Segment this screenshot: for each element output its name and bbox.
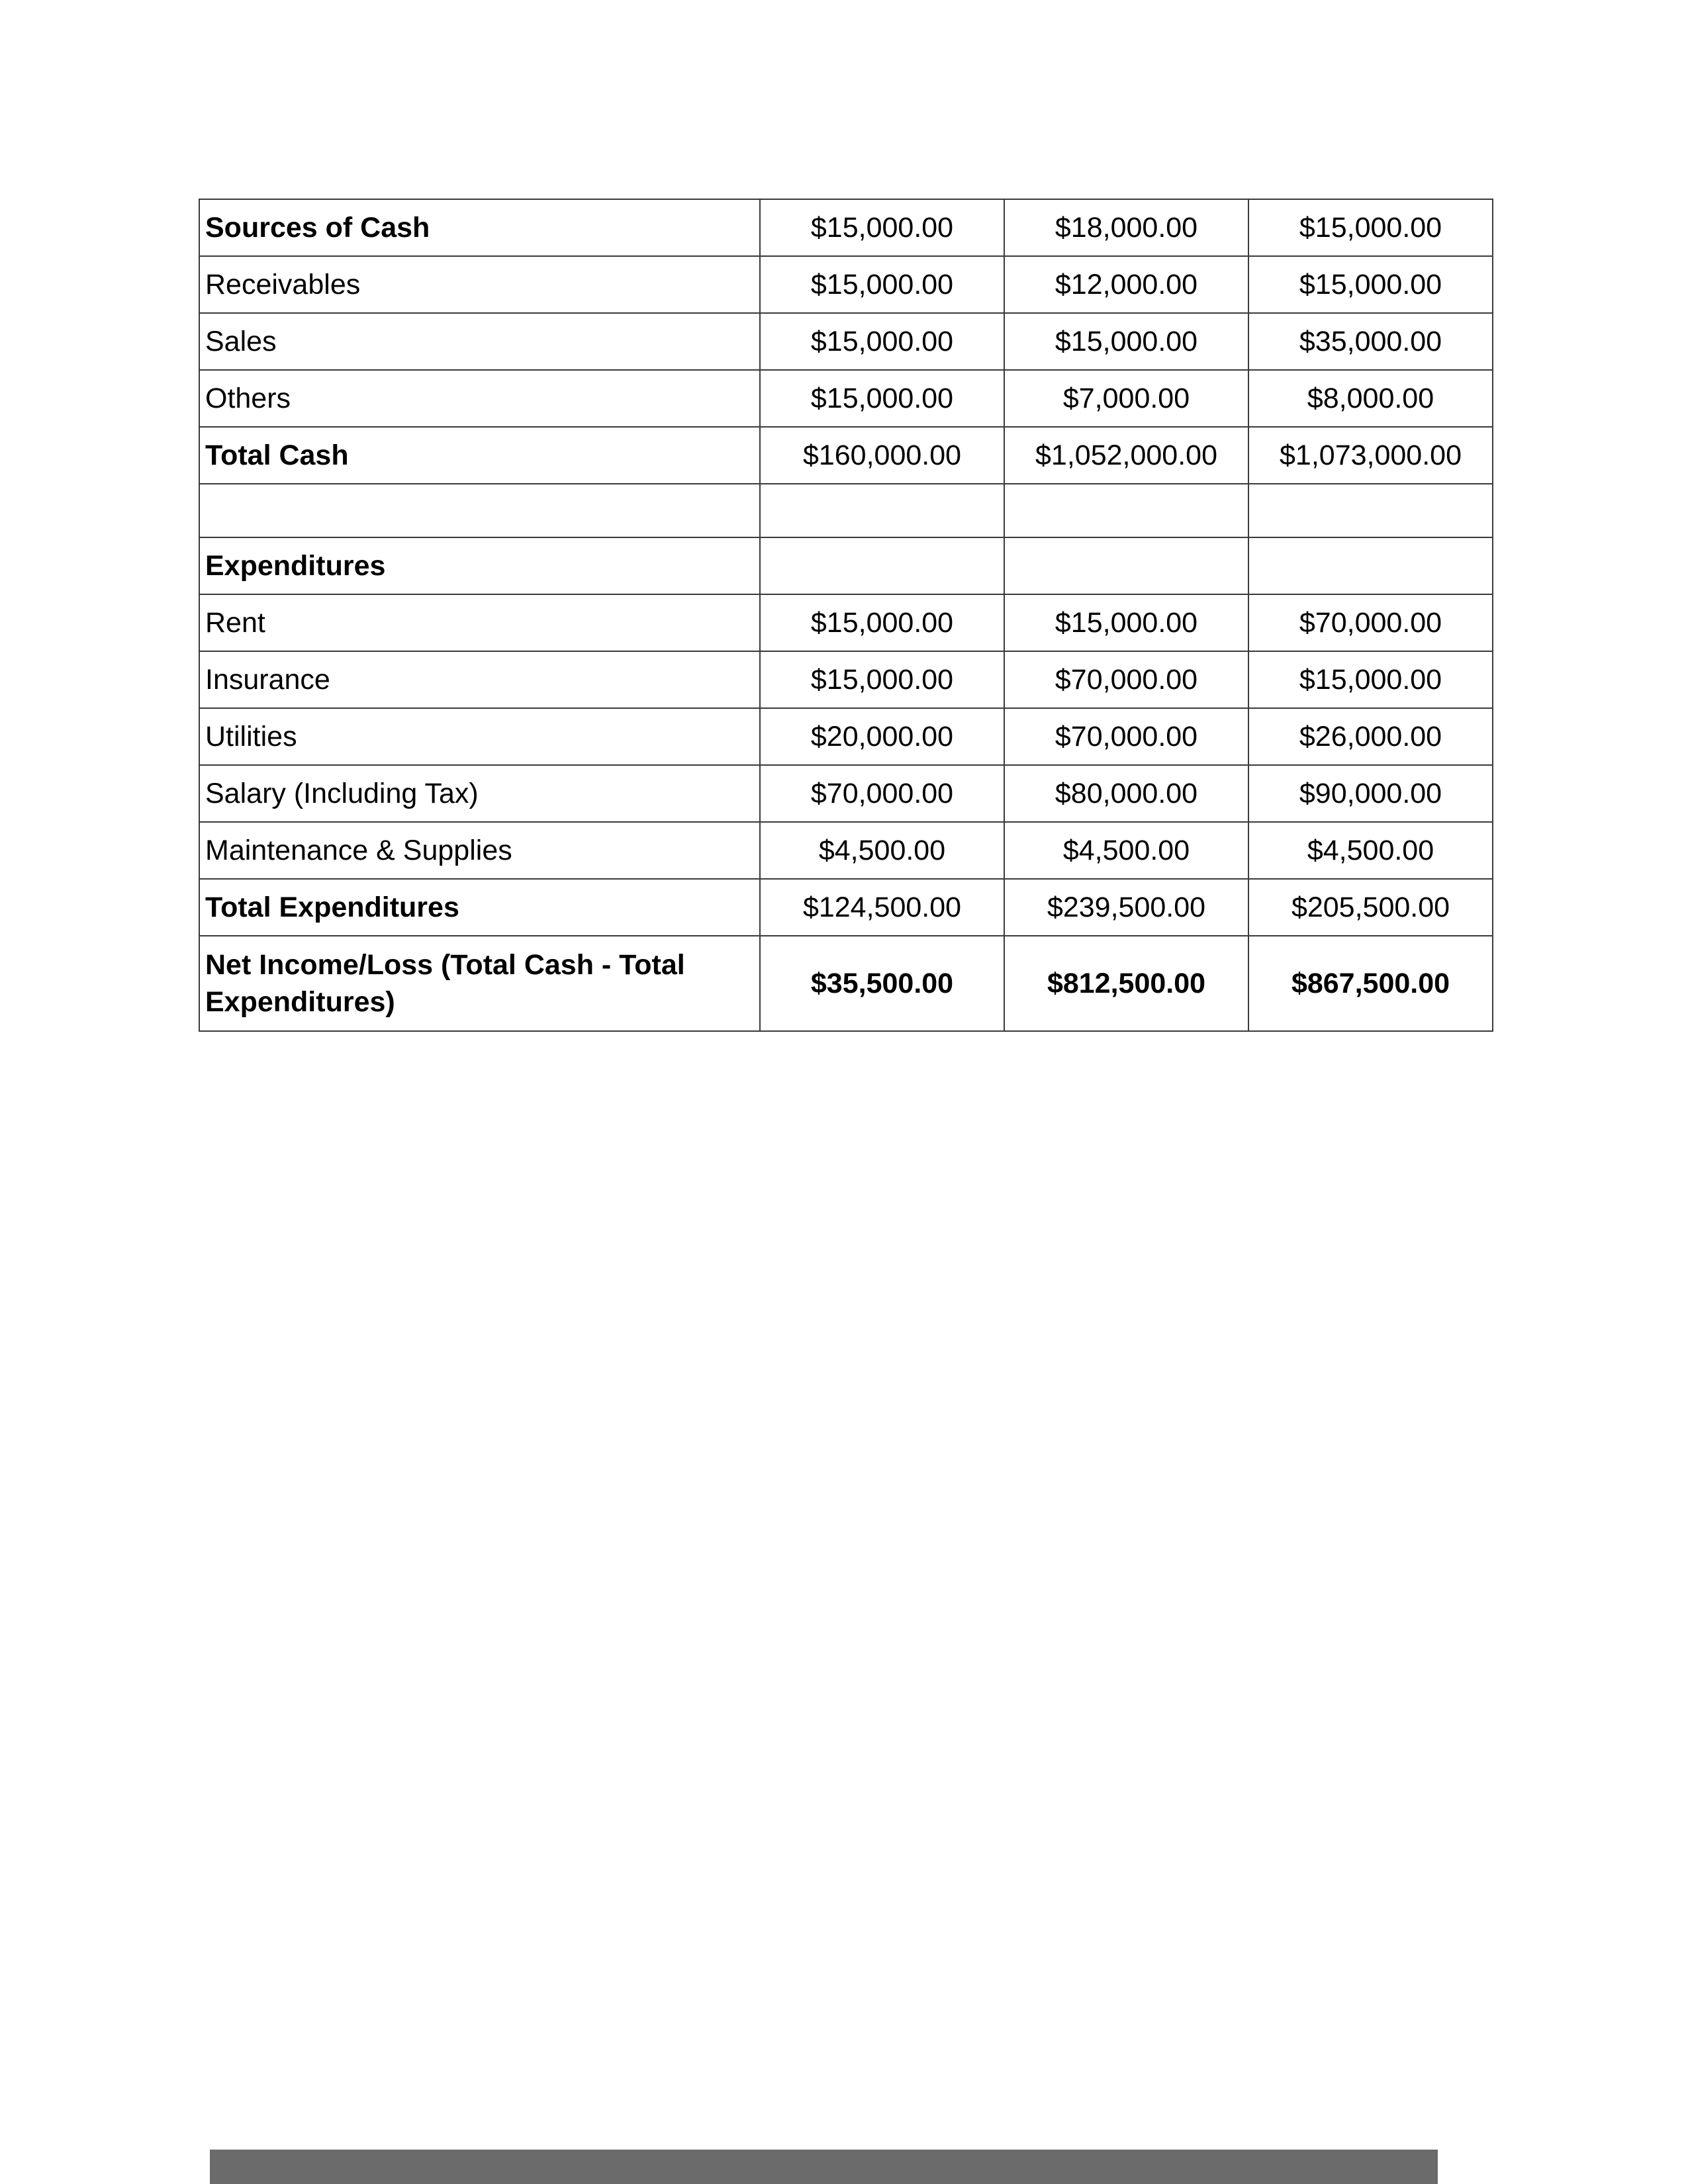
cell-value: $15,000.00: [1248, 199, 1493, 256]
row-label: Net Income/Loss (Total Cash - Total Expenditures): [199, 936, 760, 1031]
row-label: Sources of Cash: [199, 199, 760, 256]
cell-value: $80,000.00: [1004, 765, 1248, 822]
cell-value: $812,500.00: [1004, 936, 1248, 1031]
cell-value: [1004, 537, 1248, 594]
cell-value: $70,000.00: [1004, 708, 1248, 765]
cell-value: $15,000.00: [760, 199, 1004, 256]
table-row-insurance: [199, 651, 1493, 708]
table-row-total-expenditures: [199, 879, 1493, 936]
cell-value: $70,000.00: [1248, 594, 1493, 651]
row-label: Others: [199, 370, 760, 427]
cell-value: $15,000.00: [760, 370, 1004, 427]
row-label: Insurance: [199, 651, 760, 708]
row-label: Rent: [199, 594, 760, 651]
cell-value: $15,000.00: [760, 651, 1004, 708]
table-row-receivables: [199, 256, 1493, 313]
row-label: Receivables: [199, 256, 760, 313]
cell-value: $18,000.00: [1004, 199, 1248, 256]
cell-value: $20,000.00: [760, 708, 1004, 765]
cell-value: $1,073,000.00: [1248, 427, 1493, 484]
table-row-salary: [199, 765, 1493, 822]
cell-value: $15,000.00: [1248, 651, 1493, 708]
cell-value: $15,000.00: [1004, 313, 1248, 370]
table-row-net-income-loss: [199, 936, 1493, 1031]
cell-value: $35,000.00: [1248, 313, 1493, 370]
cell-value: $1,052,000.00: [1004, 427, 1248, 484]
cell-value: $205,500.00: [1248, 879, 1493, 936]
cell-value: $7,000.00: [1004, 370, 1248, 427]
row-label: Utilities: [199, 708, 760, 765]
table-row-total-cash: [199, 427, 1493, 484]
row-label: Sales: [199, 313, 760, 370]
cash-flow-table: [199, 199, 1493, 1032]
cell-value: [760, 537, 1004, 594]
table-row-maintenance-supplies: [199, 822, 1493, 879]
cell-value: $90,000.00: [1248, 765, 1493, 822]
cell-value: $124,500.00: [760, 879, 1004, 936]
table-row-rent: [199, 594, 1493, 651]
row-label: Expenditures: [199, 537, 760, 594]
cell-value: $160,000.00: [760, 427, 1004, 484]
cell-value: $4,500.00: [1004, 822, 1248, 879]
table-row-sales: [199, 313, 1493, 370]
cell-value: $4,500.00: [760, 822, 1004, 879]
row-label: Total Expenditures: [199, 879, 760, 936]
row-label: Salary (Including Tax): [199, 765, 760, 822]
cell-value: [1248, 484, 1493, 537]
cell-value: $70,000.00: [760, 765, 1004, 822]
cell-value: $15,000.00: [1248, 256, 1493, 313]
cell-value: $15,000.00: [1004, 594, 1248, 651]
cell-value: $867,500.00: [1248, 936, 1493, 1031]
cell-value: $15,000.00: [760, 313, 1004, 370]
cell-value: $8,000.00: [1248, 370, 1493, 427]
cell-value: $15,000.00: [760, 594, 1004, 651]
table-row-utilities: [199, 708, 1493, 765]
cell-value: [760, 484, 1004, 537]
table-row-others: [199, 370, 1493, 427]
cell-value: $12,000.00: [1004, 256, 1248, 313]
table-row-empty: [199, 484, 1493, 537]
cell-value: $70,000.00: [1004, 651, 1248, 708]
table-row-sources-of-cash: [199, 199, 1493, 256]
cell-value: [1004, 484, 1248, 537]
cell-value: $15,000.00: [760, 256, 1004, 313]
cell-value: $4,500.00: [1248, 822, 1493, 879]
cell-value: [1248, 537, 1493, 594]
cell-value: $26,000.00: [1248, 708, 1493, 765]
cell-value: $239,500.00: [1004, 879, 1248, 936]
footer-bar: [210, 2150, 1438, 2184]
row-label: [199, 484, 760, 537]
row-label: Total Cash: [199, 427, 760, 484]
cell-value: $35,500.00: [760, 936, 1004, 1031]
table-row-expenditures-header: [199, 537, 1493, 594]
row-label: Maintenance & Supplies: [199, 822, 760, 879]
